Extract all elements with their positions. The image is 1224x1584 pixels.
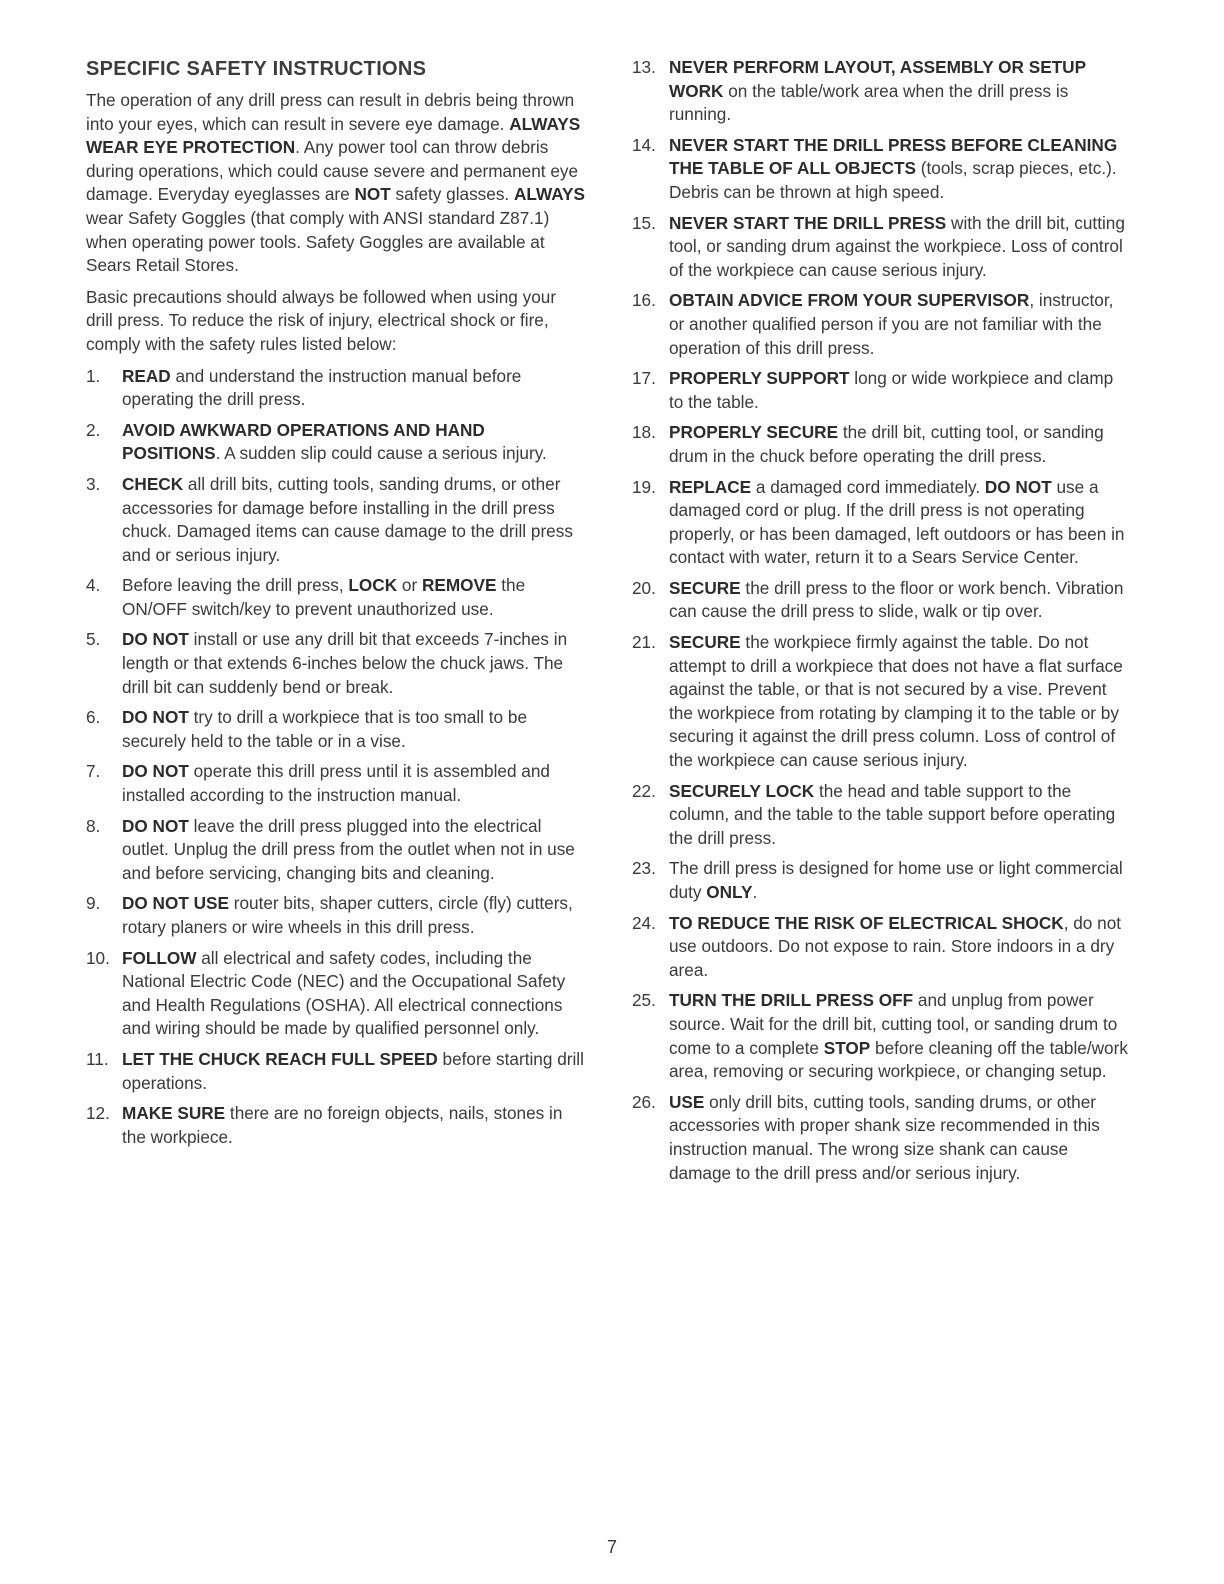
safety-rule-item <box>632 780 1132 851</box>
body-text: on the table/work area when the drill press is running. <box>669 80 1069 125</box>
rule-number: 5. <box>86 629 101 650</box>
safety-rule-item <box>86 473 586 567</box>
emphasis-text: REMOVE <box>421 575 497 596</box>
safety-rule-item <box>632 989 1132 1083</box>
body-text: wear Safety Goggles (that comply with ANSI standard Z87.1) when operating power tools. Safety Goggles are available at Sears Retail Stores. <box>86 207 550 276</box>
body-text: there are no foreign objects, nails, stones in the workpiece. <box>122 1103 563 1147</box>
emphasis-text: ONLY <box>706 882 753 902</box>
intro-paragraph <box>86 286 586 357</box>
safety-rule-item <box>86 892 586 939</box>
body-text: the ON/OFF switch/key to prevent unauthorized use. <box>122 575 526 619</box>
emphasis-text: ALWAYS WEAR EYE PROTECTION <box>86 113 581 158</box>
rule-number: 14. <box>632 134 656 155</box>
emphasis-text: DO NOT USE <box>122 893 229 914</box>
safety-rule-item <box>632 289 1132 360</box>
body-text: a damaged cord immediately. <box>751 476 985 497</box>
safety-rule-item <box>86 419 586 466</box>
body-text: and understand the instruction manual before operating the drill press. <box>122 365 522 410</box>
body-text: only drill bits, cutting tools, sanding drums, or other accessories with proper shank size recommended in this instruction manual. The wrong size shank can cause damage to the drill press and/or serious injury. <box>669 1091 1100 1183</box>
rule-number: 1. <box>86 365 101 386</box>
emphasis-text: DO NOT <box>122 761 189 782</box>
section-title: SPECIFIC SAFETY INSTRUCTIONS <box>86 58 427 80</box>
emphasis-text: REPLACE <box>669 476 752 497</box>
safety-rule-item <box>632 212 1132 283</box>
body-text: before starting drill operations. <box>122 1048 584 1093</box>
emphasis-text: DO NOT <box>984 476 1052 497</box>
emphasis-text: NEVER START THE DRILL PRESS BEFORE CLEANING THE TABLE OF ALL OBJECTS <box>669 134 1118 179</box>
body-text: or <box>397 575 422 596</box>
rule-number: 13. <box>632 57 656 77</box>
left-column <box>86 58 586 1156</box>
right-column <box>632 56 1132 1192</box>
safety-rule-item <box>86 365 586 412</box>
body-text: the workpiece firmly against the table. Do not attempt to drill a workpiece that does not have a flat surface against the table, or that is not secured by a vise. Prevent the workpiece from rotating by clamping it to the table or by securing it against the drill press column. Loss of control of the workpiece can cause serious injury. <box>669 632 1123 771</box>
emphasis-text: NEVER PERFORM LAYOUT, ASSEMBLY OR SETUP WORK <box>669 57 1086 101</box>
rule-number: 6. <box>86 707 101 728</box>
emphasis-text: MAKE SURE <box>122 1103 226 1124</box>
rule-number: 2. <box>86 419 101 440</box>
emphasis-text: PROPERLY SUPPORT <box>669 368 850 389</box>
emphasis-text: SECURE <box>669 632 741 653</box>
rule-number: 17. <box>632 368 656 389</box>
emphasis-text: LOCK <box>348 575 398 596</box>
rule-number: 20. <box>632 577 656 598</box>
rule-number: 18. <box>632 422 656 443</box>
rule-number: 21. <box>632 632 656 653</box>
body-text: router bits, shaper cutters, circle (fly) cutters, rotary planers or wire wheels in this drill press. <box>122 893 573 937</box>
body-text: long or wide workpiece and clamp to the table. <box>669 368 1114 412</box>
body-text: Basic precautions should always be followed when using your drill press. To reduce the risk of injury, electrical shock or fire, comply with the safety rules listed below: <box>86 286 557 354</box>
emphasis-text: CHECK <box>122 473 184 494</box>
safety-rule-item <box>86 628 586 699</box>
intro-paragraphs <box>86 89 586 357</box>
body-text: . A sudden slip could cause a serious injury. <box>215 443 547 464</box>
emphasis-text: SECURE <box>669 577 741 598</box>
safety-rule-item <box>86 815 586 886</box>
rule-number: 10. <box>86 947 110 968</box>
body-text: all electrical and safety codes, including the National Electric Code (NEC) and the Occupational Safety and Health Regulations (OSHA). All electrical connections and wiring should be made by qualified personnel only. <box>122 947 566 1039</box>
rule-number: 23. <box>632 858 656 879</box>
safety-rule-item <box>632 421 1132 468</box>
body-text: use a damaged cord or plug. If the drill press is not operating properly, or has been damaged, left outdoors or has been in contact with water, return it to a Sears Service Center. <box>669 476 1125 568</box>
safety-rule-item <box>632 1091 1132 1185</box>
page-number: 7 <box>606 1537 617 1557</box>
safety-rule-item <box>632 56 1132 127</box>
emphasis-text: DO NOT <box>122 707 189 728</box>
emphasis-text: ALWAYS <box>513 184 585 205</box>
body-text: install or use any drill bit that exceeds 7-inches in length or that extends 6-inches below the chuck jaws. The drill bit can suddenly bend or break. <box>122 629 568 697</box>
safety-rule-item <box>86 1048 586 1095</box>
emphasis-text: STOP <box>823 1037 871 1058</box>
safety-rule-item <box>632 577 1132 624</box>
emphasis-text: AVOID AWKWARD OPERATIONS AND HAND POSITIONS <box>122 419 485 464</box>
rule-number: 7. <box>86 761 101 782</box>
safety-rules-list-right <box>632 56 1132 1185</box>
rule-number: 3. <box>86 473 101 494</box>
body-text: Before leaving the drill press, <box>122 575 349 596</box>
rule-number: 9. <box>86 893 101 914</box>
emphasis-text: NOT <box>354 184 391 205</box>
emphasis-text: DO NOT <box>122 629 189 650</box>
safety-rule-item <box>86 574 586 621</box>
body-text: . <box>752 882 758 902</box>
body-text: the drill bit, cutting tool, or sanding drum in the chuck before operating the drill press. <box>669 422 1104 466</box>
rule-number: 24. <box>632 912 656 933</box>
emphasis-text: USE <box>669 1091 705 1112</box>
safety-rule-item <box>86 706 586 753</box>
body-text: the drill press to the floor or work bench. Vibration can cause the drill press to slide, walk or tip over. <box>669 577 1124 622</box>
intro-paragraph <box>86 89 586 278</box>
emphasis-text: PROPERLY SECURE <box>669 422 839 443</box>
emphasis-text: OBTAIN ADVICE FROM YOUR SUPERVISOR <box>669 290 1030 311</box>
emphasis-text: TO REDUCE THE RISK OF ELECTRICAL SHOCK <box>669 912 1064 933</box>
body-text: . Any power tool can throw debris during operations, which could cause severe and permanent eye damage. Everyday eyeglasses are <box>86 137 579 205</box>
rule-number: 15. <box>632 212 656 233</box>
body-text: with the drill bit, cutting tool, or sanding drum against the workpiece. Loss of control of the workpiece can cause serious injury. <box>669 212 1125 280</box>
body-text: The operation of any drill press can result in debris being thrown into your eyes, which can result in severe eye damage. <box>86 90 575 134</box>
body-text: (tools, scrap pieces, etc.). Debris can be thrown at high speed. <box>669 158 1117 202</box>
rule-number: 4. <box>86 575 101 596</box>
safety-rule-item <box>632 134 1132 205</box>
safety-rule-item <box>632 631 1132 773</box>
emphasis-text: TURN THE DRILL PRESS OFF <box>669 990 914 1011</box>
body-text: try to drill a workpiece that is too small to be securely held to the table or in a vise. <box>122 707 528 751</box>
rule-number: 26. <box>632 1091 656 1112</box>
safety-rule-item <box>632 912 1132 983</box>
rule-number: 16. <box>632 290 656 311</box>
body-text: safety glasses. <box>390 184 514 205</box>
body-text: and unplug from power source. Wait for the drill bit, cutting tool, or sanding drum to come to a complete <box>669 990 1118 1058</box>
body-text: before cleaning off the table/work area, removing or securing workpiece, or changing setup. <box>669 1037 1128 1082</box>
emphasis-text: DO NOT <box>122 815 189 836</box>
body-text: operate this drill press until it is assembled and installed according to the instruction manual. <box>122 761 550 806</box>
emphasis-text: FOLLOW <box>122 947 197 968</box>
body-text: all drill bits, cutting tools, sanding drums, or other accessories for damage before installing in the drill press chuck. Damaged items can cause damage to the drill press and or serious injury. <box>122 473 573 565</box>
rule-number: 25. <box>632 990 656 1011</box>
emphasis-text: SECURELY LOCK <box>669 780 815 801</box>
safety-rules-list-left <box>86 365 586 1150</box>
rule-number: 8. <box>86 815 101 836</box>
body-text: leave the drill press plugged into the electrical outlet. Unplug the drill press from the outlet when not in use and before servicing, changing bits and cleaning. <box>122 815 575 883</box>
body-text: the head and table support to the column, and the table to the table support before operating the drill press. <box>669 780 1116 848</box>
rule-number: 11. <box>86 1048 109 1069</box>
safety-rule-item <box>632 367 1132 414</box>
emphasis-text: NEVER START THE DRILL PRESS <box>669 212 947 233</box>
body-text: , instructor, or another qualified person if you are not familiar with the operation of this drill press. <box>669 290 1114 358</box>
safety-rule-item <box>632 857 1132 904</box>
rule-number: 12. <box>86 1103 110 1124</box>
safety-rule-item <box>86 947 586 1041</box>
emphasis-text: LET THE CHUCK REACH FULL SPEED <box>122 1048 438 1069</box>
rule-number: 22. <box>632 780 656 801</box>
body-text: The drill press is designed for home use or light commercial duty <box>669 858 1123 902</box>
emphasis-text: READ <box>122 365 171 386</box>
body-text: , do not use outdoors. Do not expose to rain. Store indoors in a dry area. <box>669 912 1122 980</box>
rule-number: 19. <box>632 476 656 497</box>
safety-rule-item <box>86 760 586 807</box>
safety-rule-item <box>86 1102 586 1149</box>
safety-rule-item <box>632 476 1132 570</box>
